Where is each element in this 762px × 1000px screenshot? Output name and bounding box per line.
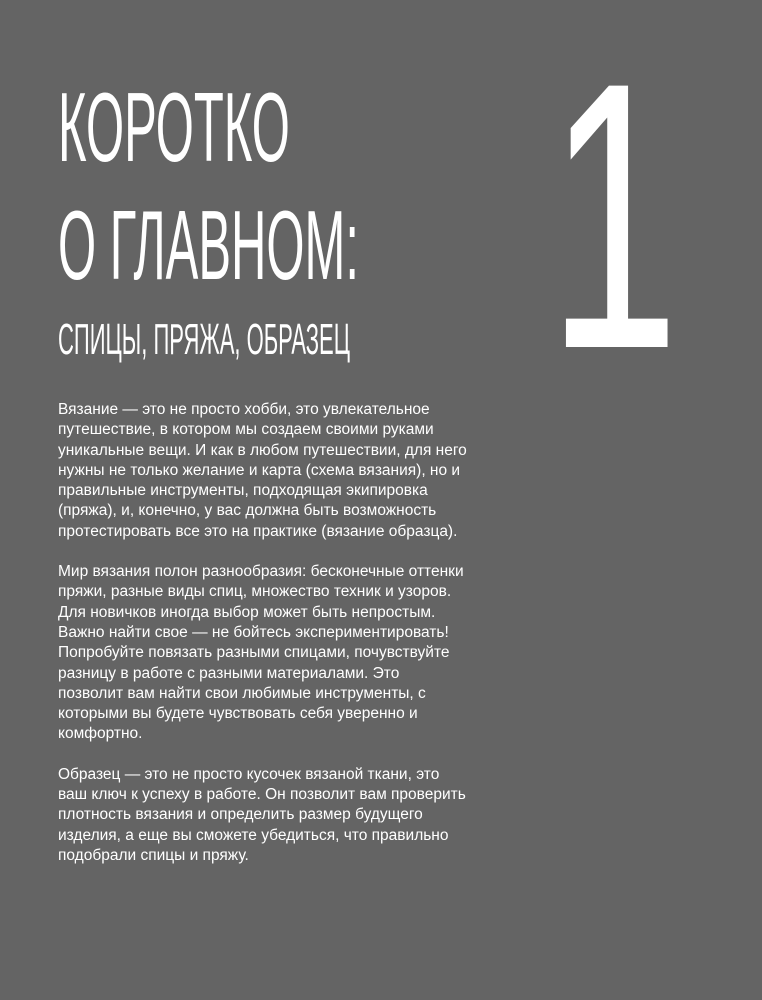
body-paragraph-3: Образец — это не просто кусочек вязаной ткани, это ваш ключ к успеху в работе. Он позволит вам проверить плотность вязания и определить размер будущего изделия, а еще вы сможете убедиться, что правильно подобрали спицы и пряжу. — [58, 765, 466, 864]
body-paragraph-1: Вязание — это не просто хобби, это увлекательное путешествие, в котором мы создаем своими руками уникальные вещи. И как в любом путешествии, для него нужны не только желание и карта (схема вязания), но и правильные инструменты, подходящая экипировка (пряжа), и, конечно, у вас должна быть возможность протестировать все это на практике (вязание образца). — [58, 401, 467, 540]
body-paragraph-2: Мир вязания полон разнообразия: бесконечные оттенки пряжи, разные виды спиц, множество техник и узоров. Для новичков иногда выбор может быть непростым. Важно найти свое — не бойтесь экспериментировать! Попробуйте повязать разными спицами, почувствуйте разницу в работе с разными материалами. Это позволит вам найти свои любимые инструменты, с которыми вы будете чувствовать себя уверенно и комфортно. — [58, 563, 464, 743]
body-text — [58, 400, 468, 886]
chapter-title-line-1: КОРОТКО — [58, 72, 290, 182]
chapter-title-line-2: О ГЛАВНОМ: — [58, 190, 359, 300]
chapter-number: 1 — [548, 3, 680, 428]
chapter-subtitle: СПИЦЫ, ПРЯЖА, ОБРАЗЕЦ — [58, 315, 351, 364]
